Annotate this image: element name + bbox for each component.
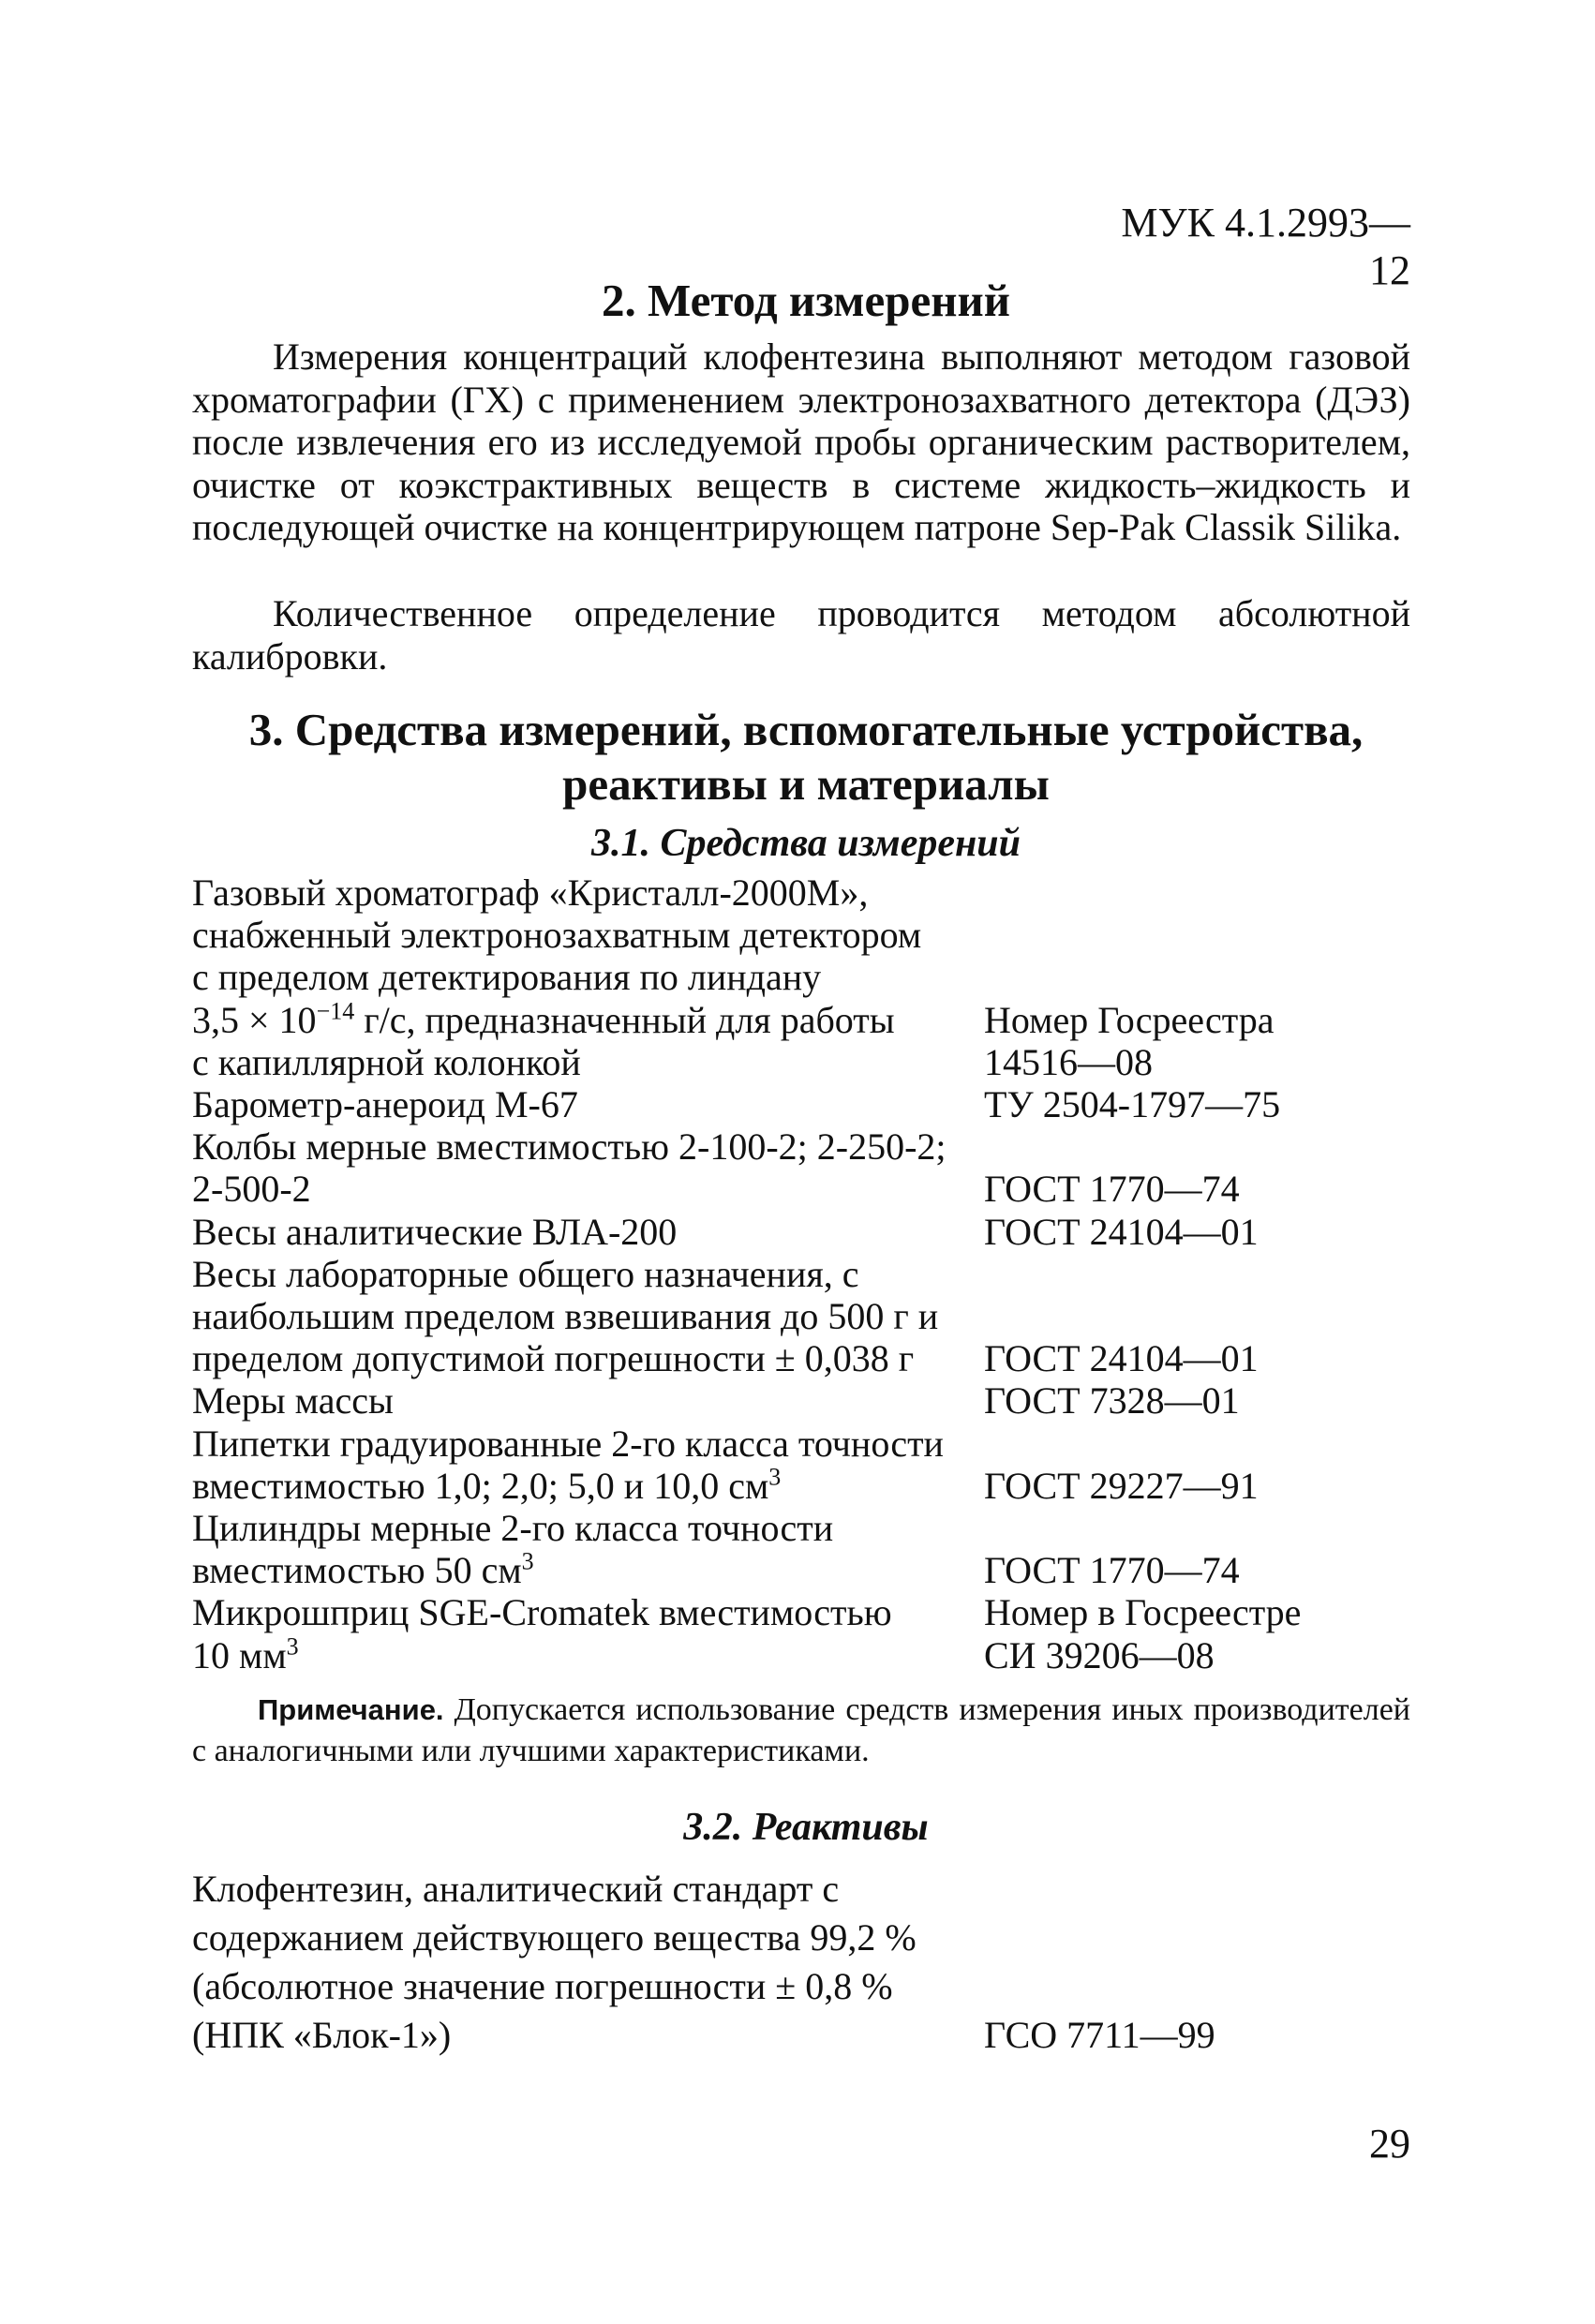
cylinder-volume	[192, 1549, 984, 1591]
subsection-3-2-title: 3.2. Реактивы	[683, 1806, 929, 1849]
equipment-name: Пипетки градуированные 2-го класса точности	[192, 1422, 944, 1465]
equipment-row	[192, 1379, 1429, 1422]
equipment-row	[192, 999, 1429, 1041]
pipette-volume-text: вместимостью 1,0; 2,0; 5,0 и 10,0 см	[192, 1464, 769, 1507]
equipment-name: наибольшим пределом взвешивания до 500 г и	[192, 1295, 939, 1338]
pipette-volume	[192, 1465, 984, 1507]
equipment-name: Колбы мерные вместимостью 2-100-2; 2-250-2;	[192, 1125, 947, 1169]
page-number: 29	[1369, 2121, 1410, 2167]
syringe-volume-text: 10 мм	[192, 1633, 287, 1676]
reagent-name: содержанием действующего вещества 99,2 %	[192, 1916, 917, 1959]
cylinder-volume-exponent: 3	[521, 1547, 534, 1575]
reagent-name: Клофентезин, аналитический стандарт с	[192, 1868, 840, 1910]
note	[192, 1690, 1410, 1772]
equipment-name: Меры массы	[192, 1379, 394, 1423]
equipment-name: Весы лабораторные общего назначения, с	[192, 1252, 859, 1295]
detection-limit-exponent: −14	[316, 997, 355, 1025]
detection-limit	[192, 999, 984, 1041]
reagent-row	[192, 2011, 1429, 2060]
equipment-row	[192, 1083, 1429, 1125]
reagent-name: (абсолютное значение погрешности ± 0,8 %	[192, 1965, 893, 2007]
equipment-standard: Номер Госреестра	[984, 998, 1275, 1041]
equipment-name: с пределом детектирования по линдану	[192, 956, 822, 999]
equipment-row	[192, 1295, 1429, 1337]
reagents-list	[192, 1865, 1429, 2060]
equipment-standard: ГОСТ 29227—91	[984, 1464, 1259, 1507]
note-text: Допускается использование средств измерения иных производителей с аналогичными или лучшими характеристиками.	[192, 1692, 1410, 1768]
equipment-row	[192, 1125, 1429, 1168]
equipment-row	[192, 1465, 1429, 1507]
equipment-standard: ТУ 2504-1797—75	[984, 1083, 1281, 1126]
equipment-row	[192, 1549, 1429, 1591]
equipment-standard: ГОСТ 7328—01	[984, 1379, 1240, 1423]
equipment-standard: ГОСТ 24104—01	[984, 1210, 1259, 1253]
equipment-row	[192, 1423, 1429, 1465]
equipment-row	[192, 914, 1429, 956]
equipment-row	[192, 1168, 1429, 1210]
equipment-row	[192, 872, 1429, 914]
document-code: МУК 4.1.2993—12	[1121, 200, 1410, 293]
equipment-name: Микрошприц SGE-Cromatek вместимостью	[192, 1591, 892, 1634]
section-3-title-line-2: реактивы и материалы	[562, 758, 1050, 810]
note-label: Примечание.	[258, 1693, 444, 1726]
equipment-row	[192, 1337, 1429, 1379]
equipment-name: с капиллярной колонкой	[192, 1040, 581, 1083]
cylinder-volume-text: вместимостью 50 см	[192, 1549, 522, 1592]
section-3-title-line-1: 3. Средства измерений, вспомогательные устройства,	[248, 704, 1364, 755]
equipment-name: Газовый хроматограф «Кристалл-2000М»,	[192, 872, 869, 914]
subsection-3-1-title: 3.1. Средства измерений	[590, 822, 1021, 865]
equipment-name: Барометр-анероид М-67	[192, 1083, 578, 1126]
equipment-name: Весы аналитические ВЛА-200	[192, 1210, 678, 1253]
section-2-paragraph-1: Измерения концентраций клофентезина выполняют методом газовой хроматографии (ГХ) с применением электронозахватного детектора (ДЭЗ) после извлечения его из исследуемой пробы органическим растворителем, очистке от коэкстрактивных веществ в системе жидкость–жидкость и последующей очистке на концентрирующем патроне Sep-Pak Classik Silika.	[192, 335, 1410, 548]
equipment-name: снабженный электронозахватным детектором	[192, 914, 922, 957]
equipment-row	[192, 1507, 1429, 1549]
reagent-row	[192, 1865, 1429, 1914]
equipment-row	[192, 1591, 1429, 1633]
equipment-name: 2-500-2	[192, 1168, 311, 1211]
reagent-row	[192, 1914, 1429, 1962]
equipment-standard: Номер в Госреестре	[984, 1591, 1302, 1634]
equipment-standard: ГОСТ 1770—74	[984, 1549, 1240, 1592]
detection-limit-rest: г/с, предназначенный для работы	[354, 998, 895, 1041]
equipment-row	[192, 1211, 1429, 1253]
equipment-row	[192, 1041, 1429, 1083]
equipment-row	[192, 956, 1429, 998]
section-2-paragraph-2: Количественное определение проводится методом абсолютной калибровки.	[192, 592, 1410, 678]
equipment-row	[192, 1253, 1429, 1295]
equipment-row	[192, 1634, 1429, 1676]
equipment-name: Цилиндры мерные 2-го класса точности	[192, 1507, 834, 1550]
pipette-volume-exponent: 3	[768, 1463, 782, 1491]
reagent-row	[192, 1962, 1429, 2011]
reagent-name: (НПК «Блок-1»)	[192, 2014, 452, 2056]
equipment-standard: 14516—08	[984, 1040, 1153, 1083]
equipment-name: пределом допустимой погрешности ± 0,038 г	[192, 1337, 915, 1380]
section-2-title: 2. Метод измерений	[602, 275, 1010, 326]
syringe-volume-exponent: 3	[286, 1632, 299, 1661]
syringe-volume	[192, 1634, 984, 1676]
equipment-list	[192, 872, 1429, 1676]
equipment-standard: ГОСТ 24104—01	[984, 1337, 1259, 1380]
equipment-standard: ГОСТ 1770—74	[984, 1168, 1240, 1211]
detection-limit-value: 3,5 × 10	[192, 998, 317, 1041]
reagent-standard: ГСО 7711—99	[984, 2014, 1215, 2056]
equipment-standard: СИ 39206—08	[984, 1633, 1215, 1676]
